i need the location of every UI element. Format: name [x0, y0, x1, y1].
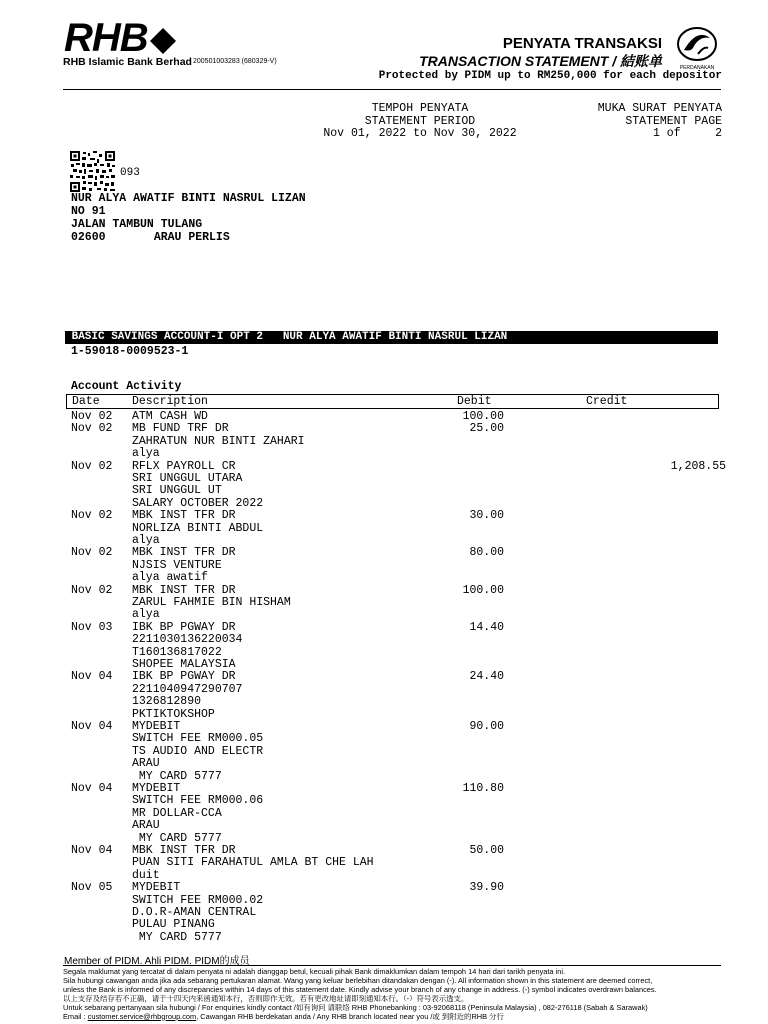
column-header-date: Date	[72, 395, 100, 408]
transaction-debit: 90.00	[469, 720, 504, 733]
column-header-credit: Credit	[586, 395, 628, 408]
pidm-member-note: Member of PIDM. Ahli PIDM. PIDM的成员	[64, 956, 250, 967]
description-line: 2211040947290707	[132, 682, 243, 696]
perdana-emblem-icon	[674, 24, 720, 74]
transaction-row	[71, 882, 671, 944]
description-line: MYDEBIT	[132, 782, 181, 795]
transaction-debit: 25.00	[469, 422, 504, 436]
transaction-description	[132, 461, 263, 511]
description-line: MY CARD 5777	[132, 831, 222, 845]
statement-period-value: Nov 01, 2022 to Nov 30, 2022	[323, 127, 517, 140]
description-line: IBK BP PGWAY DR	[132, 670, 236, 684]
description-line: MY CARD 5777	[132, 769, 222, 783]
column-header-debit: Debit	[457, 395, 492, 408]
footer-disclaimer	[63, 968, 723, 1021]
statement-page-label-english: STATEMENT PAGE	[625, 114, 722, 128]
transaction-row	[71, 622, 671, 672]
description-line: duit	[132, 868, 160, 882]
transaction-date: Nov 04	[71, 670, 113, 684]
statement-period	[300, 103, 540, 141]
transaction-debit: 80.00	[469, 546, 504, 560]
transaction-row	[71, 459, 726, 511]
transaction-debit: 50.00	[469, 844, 504, 857]
transaction-date: Nov 04	[71, 782, 113, 795]
statement-page-label-malay: MUKA SURAT PENYATA	[597, 102, 722, 115]
description-line: ZARUL FAHMIE BIN HISHAM	[132, 596, 291, 609]
description-line: alya	[132, 608, 160, 622]
statement-title-malay: PENYATA TRANSAKSI	[502, 35, 662, 52]
description-line: 1326812890	[132, 695, 202, 709]
description-line: SWITCH FEE RM000.02	[132, 893, 264, 907]
transaction-row	[71, 721, 671, 783]
transaction-row	[71, 510, 671, 547]
transaction-date: Nov 05	[71, 881, 113, 895]
email-prefix: Email :	[63, 1012, 88, 1021]
description-line: ARAU	[132, 757, 160, 771]
description-line: NORLIZA BINTI ABDUL	[132, 521, 264, 535]
rhb-logo: RHB	[64, 16, 148, 60]
transaction-debit: 100.00	[462, 410, 504, 423]
description-line: TS AUDIO AND ELECTR	[132, 744, 264, 758]
description-line: MB FUND TRF DR	[132, 422, 229, 436]
transaction-description	[132, 423, 305, 460]
rhb-diamond-icon	[150, 28, 176, 54]
address-line: 02600 ARAU PERLIS	[71, 231, 230, 244]
description-line: PULAU PINANG	[132, 918, 215, 932]
footer-line: unless the Bank is informed of any discrepancies within 14 days of this statement date. Kindly advise your branch of any change in address. (-) symbol indicates overdrawn balances.	[63, 985, 657, 994]
description-line: D.O.R-AMAN CENTRAL	[132, 906, 257, 919]
description-line: SWITCH FEE RM000.06	[132, 794, 264, 808]
email-link[interactable]: customer.service@rhbgroup.com	[87, 1012, 197, 1021]
transaction-description	[132, 845, 374, 882]
description-line: SWITCH FEE RM000.05	[132, 732, 264, 746]
transaction-date: Nov 02	[71, 583, 113, 597]
footer-line: Sila hubungi cawangan anda jika ada sebarang pertukaran alamat. Wang yang keluar berlebihan ditandakan dengan (-). All information shown in this statement are deemed correct,	[63, 976, 653, 985]
description-line: RFLX PAYROLL CR	[132, 459, 236, 473]
description-line: IBK BP PGWAY DR	[132, 620, 236, 634]
transaction-description	[132, 671, 242, 721]
statement-page-value: 1 of 2	[652, 127, 722, 140]
description-line: MY CARD 5777	[132, 930, 222, 944]
email-suffix: , Cawangan RHB berdekatan anda / Any RHB branch located near you /或 到附近的RHB 分行	[196, 1012, 504, 1021]
mailing-code: 093	[120, 167, 140, 179]
transaction-debit: 39.90	[469, 881, 504, 895]
statement-page	[570, 103, 722, 141]
account-header-bar: BASIC SAVINGS ACCOUNT-I OPT 2 NUR ALYA AWATIF BINTI NASRUL LIZAN	[65, 331, 718, 344]
description-line: ARAU	[132, 819, 160, 833]
transaction-credit: 1,208.55	[670, 459, 726, 473]
description-line: MYDEBIT	[132, 881, 181, 895]
transaction-debit: 110.80	[462, 782, 504, 795]
transaction-row	[71, 547, 671, 584]
transaction-description	[132, 783, 263, 845]
transaction-debit: 24.40	[469, 670, 504, 684]
transaction-debit: 100.00	[462, 583, 504, 597]
footer-email-line	[63, 1013, 723, 1022]
activity-table-header	[66, 394, 719, 409]
transaction-row	[71, 423, 671, 460]
description-line: T160136817022	[132, 645, 222, 659]
transaction-description	[132, 721, 263, 783]
statement-period-label-malay: TEMPOH PENYATA	[371, 102, 469, 115]
description-line: alya awatif	[132, 571, 208, 585]
footer-line: Segala maklumat yang tercatat di dalam penyata ni adalah dianggap betul, kecuali pihak Bank dimaklumkan dalam tempoh 14 hari dari tarikh penyata ini.	[63, 968, 566, 976]
description-line: SRI UNGGUL UTARA	[132, 472, 243, 485]
account-number: 1-59018-0009523-1	[71, 345, 189, 358]
transaction-description	[132, 585, 291, 622]
footer-line: Untuk sebarang pertanyaan sila hubungi / For enquiries kindly contact /如有询问 请联络 RHB Phonebanking : 03-92068118 (Peninsula Malaysia) , 082-276118 (Sabah & Sarawak)	[63, 1003, 648, 1012]
transaction-row	[71, 671, 671, 721]
transaction-date: Nov 02	[71, 410, 113, 423]
description-line: MYDEBIT	[132, 720, 181, 733]
footer-divider	[63, 965, 721, 966]
statement-title-english: TRANSACTION STATEMENT / 結账单	[419, 53, 662, 69]
description-line: SHOPEE MALAYSIA	[132, 658, 236, 672]
address-line: NUR ALYA AWATIF BINTI NASRUL LIZAN	[71, 192, 306, 205]
description-line: MBK INST TFR DR	[132, 844, 236, 857]
description-line: SALARY OCTOBER 2022	[132, 496, 264, 510]
pidm-notice: Protected by PIDM up to RM250,000 for each depositor	[378, 70, 722, 82]
description-line: MR DOLLAR-CCA	[132, 806, 222, 820]
transaction-date: Nov 04	[71, 720, 113, 733]
address-line: NO 91	[71, 205, 106, 218]
bank-name: RHB Islamic Bank Berhad	[63, 56, 192, 68]
header-divider	[63, 89, 721, 90]
footer-line: 以上支存及结存若不正确，请于十四天内来函通知本行，否则即作无效。若有更改地址请即刻通知本行。（-）符号表示透支。	[63, 994, 469, 1003]
transaction-description	[132, 510, 263, 547]
transaction-description	[132, 547, 236, 584]
description-line: MBK INST TFR DR	[132, 509, 236, 523]
description-line: 2211030136220034	[132, 633, 243, 647]
transaction-date: Nov 02	[71, 509, 113, 523]
transaction-date: Nov 02	[71, 459, 113, 473]
transaction-debit: 14.40	[469, 620, 504, 634]
account-activity-title: Account Activity	[71, 380, 182, 393]
address-line: JALAN TAMBUN TULANG	[71, 218, 203, 231]
transaction-date: Nov 04	[71, 844, 113, 857]
transaction-debit: 30.00	[469, 509, 504, 523]
transaction-description	[132, 622, 242, 672]
description-line: MBK INST TFR DR	[132, 546, 236, 560]
transaction-date: Nov 02	[71, 422, 113, 436]
mailing-address	[71, 192, 306, 244]
description-line: PKTIKTOKSHOP	[132, 707, 215, 721]
description-line: alya	[132, 534, 160, 547]
transaction-date: Nov 02	[71, 546, 113, 560]
column-header-description: Description	[132, 395, 208, 408]
transaction-description	[132, 882, 263, 944]
transaction-row	[71, 585, 671, 622]
description-line: MBK INST TFR DR	[132, 583, 236, 597]
transaction-date: Nov 03	[71, 620, 113, 634]
description-line: PUAN SITI FARAHATUL AMLA BT CHE LAH	[132, 856, 374, 870]
description-line: SRI UNGGUL UT	[132, 484, 222, 498]
qr-code-icon	[70, 151, 115, 192]
description-line: ZAHRATUN NUR BINTI ZAHARI	[132, 434, 305, 448]
description-line: NJSIS VENTURE	[132, 558, 222, 572]
transaction-row	[71, 783, 671, 845]
registration-number: 200501003283 (680329-V)	[193, 58, 277, 65]
svg-text:PERDANAKAN: PERDANAKAN	[679, 65, 715, 71]
transaction-row	[71, 845, 671, 882]
description-line: ATM CASH WD	[132, 410, 208, 423]
description-line: alya	[132, 447, 160, 461]
statement-period-label-english: STATEMENT PERIOD	[364, 114, 476, 128]
